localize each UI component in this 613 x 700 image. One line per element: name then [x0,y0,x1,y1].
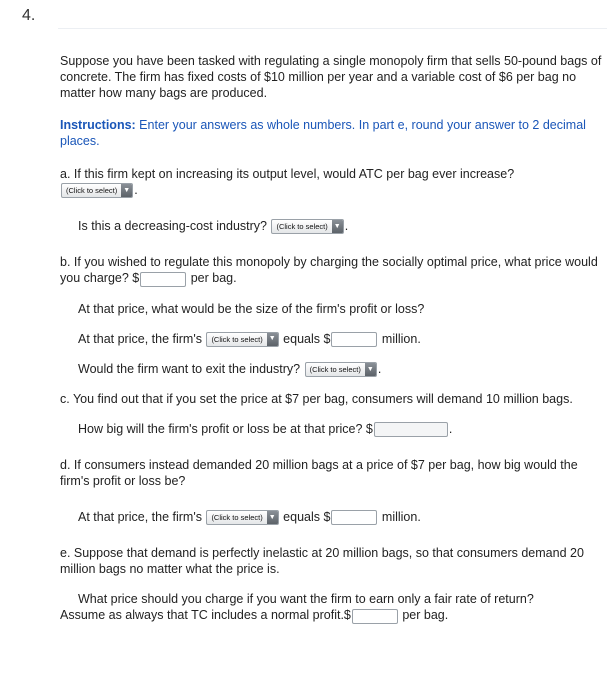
part-d-profit-loss-select[interactable] [206,510,278,525]
select-label: (Click to select) [276,222,328,232]
instructions [60,117,608,149]
part-b-price-row: b. If you wished to regulate this monopoly by charging the socially optimal price, what price would you charge? $ per bag. [60,255,598,286]
chevron-down-icon: ▼ [267,511,278,524]
chevron-down-icon: ▼ [332,220,343,233]
instructions-label: Instructions: [60,118,136,132]
part-a-question: a. If this firm kept on increasing its output level, would ATC per bag ever increase? [60,167,515,181]
chevron-down-icon: ▼ [365,363,376,376]
question-number: 4. [22,7,36,24]
select-label: (Click to select) [211,334,263,344]
part-d-profit-amount-input[interactable] [331,510,377,525]
part-b-profit-loss-select[interactable] [206,332,278,347]
select-label: (Click to select) [66,186,118,196]
instructions-text: Enter your answers as whole numbers. In part e, round your answer to 2 decimal places. [60,118,586,148]
part-e-price-input[interactable] [352,609,398,624]
chevron-down-icon: ▼ [121,184,132,197]
part-a-decreasing-cost-select[interactable] [271,219,343,234]
chevron-down-icon: ▼ [267,333,278,346]
part-b-price-input[interactable] [140,272,186,287]
part-b-profit-question: At that price, what would be the size of the firm's profit or loss? [78,301,425,316]
part-d-profit-row: At that price, the firm's (Click to select) ▼ equals $ million. [78,510,421,525]
question-body [60,53,608,624]
part-b-profit-amount-input[interactable] [331,332,377,347]
part-c-profit-input[interactable] [374,422,448,437]
part-a-answer-row: (Click to select) ▼ . [60,182,608,198]
part-b-profit-row: At that price, the firm's (Click to select) ▼ equals $ million. [78,331,421,346]
part-a-decreasing-cost-question: Is this a decreasing-cost industry? [78,219,267,234]
part-b-question: b. If you wished to regulate this monopoly by charging the socially optimal price, what price would you charge? $ [60,255,598,286]
divider [58,28,607,29]
part-b-exit-select[interactable] [305,362,377,377]
intro-text: Suppose you have been tasked with regulating a single monopoly firm that sells 50-pound bags of concrete. The firm has fixed costs of $10 million per year and a variable cost of $6 per bag no matter how many bags are produced. [60,54,602,100]
select-label: (Click to select) [309,365,361,375]
part-c-question: c. You find out that if you set the price at $7 per bag, consumers will demand 10 million bags. [60,392,573,407]
select-label: (Click to select) [211,513,263,523]
part-d-question: d. If consumers instead demanded 20 million bags at a price of $7 per bag, how big would the firm's profit or loss be? [60,458,578,489]
part-e-price-row: What price should you charge if you want the firm to earn only a fair rate of return? Assume as always that TC includes a normal profit.$ per bag. [60,592,534,623]
part-c-profit-row: How big will the firm's profit or loss be at that price? $ . [78,422,453,437]
part-b-exit-row: Would the firm want to exit the industry? (Click to select) ▼ . [78,361,382,376]
part-e-question: e. Suppose that demand is perfectly inelastic at 20 million bags, so that consumers demand 20 million bags no matter what the price is. [60,546,584,577]
part-a-decreasing-cost-row: Is this a decreasing-cost industry? (Click to select) ▼ . [78,219,349,234]
part-a-atc-select[interactable] [61,183,133,198]
